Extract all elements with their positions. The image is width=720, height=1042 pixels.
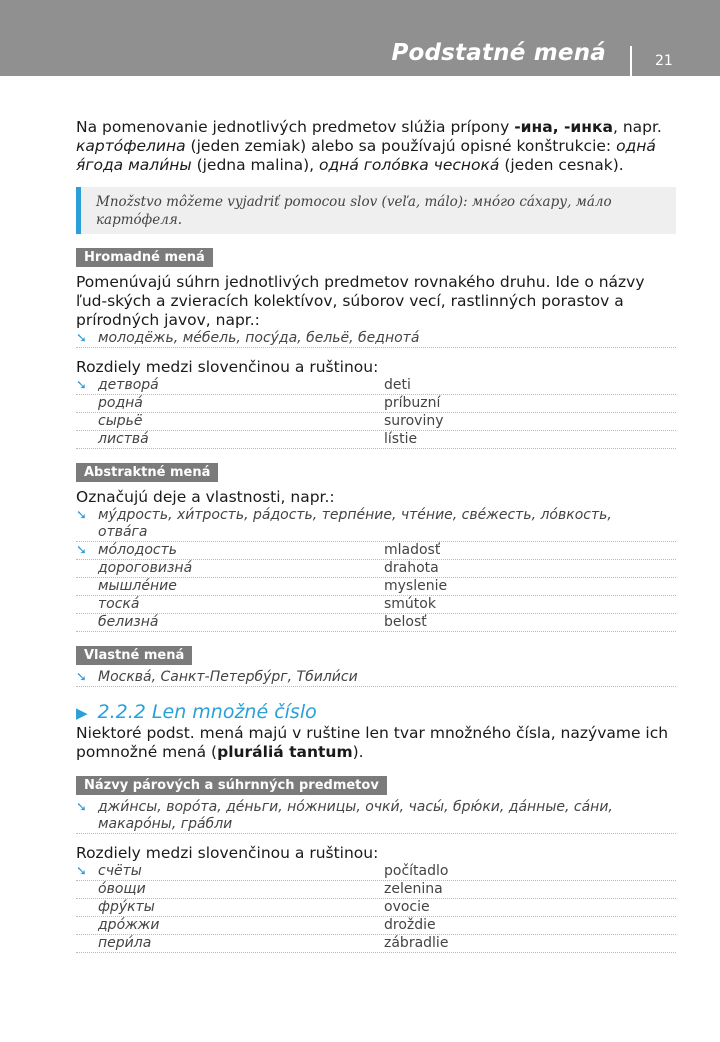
- plural-diff-heading: Rozdiely medzi slovenčinou a ruštinou:: [76, 844, 379, 862]
- sk-word: lístie: [384, 431, 418, 447]
- header-divider: [630, 46, 632, 76]
- table-row: [76, 863, 676, 881]
- sk-word: príbuzní: [384, 395, 441, 411]
- page-number: 21: [655, 53, 673, 69]
- page-content: [76, 118, 676, 953]
- table-row: [76, 560, 676, 578]
- arrow-down-right-icon: ➘: [76, 331, 87, 346]
- ru-word: детворá: [98, 377, 159, 393]
- abstraktne-description: Označujú deje a vlastnosti, napr.:: [76, 488, 335, 506]
- table-row: [76, 899, 676, 917]
- table-row: [76, 614, 676, 632]
- section-label-hromadne: Hromadné mená: [76, 248, 213, 267]
- table-row: [76, 935, 676, 953]
- arrow-down-right-icon: ➘: [76, 543, 87, 558]
- ru-word: белизнá: [98, 614, 159, 630]
- sk-word: počítadlo: [384, 863, 449, 879]
- intro-paragraph: [76, 118, 676, 175]
- arrow-down-right-icon: ➘: [76, 864, 87, 879]
- ru-word: роднá: [98, 395, 143, 411]
- section-label-abstraktne: Abstraktné mená: [76, 463, 218, 482]
- ru-word: дрóжжи: [98, 917, 160, 933]
- hromadne-diff-heading: Rozdiely medzi slovenčinou a ruštinou:: [76, 358, 379, 376]
- intro-example-1: картóфелина: [76, 137, 186, 155]
- intro-text-1: Na pomenovanie jednotlivých predmetov slúžia prípony: [76, 118, 515, 136]
- intro-example-2: однá я́года мали́ны: [76, 137, 656, 174]
- page-header: [0, 0, 720, 76]
- plural-examples-row: [76, 799, 676, 834]
- arrow-down-right-icon: ➘: [76, 800, 87, 815]
- sk-word: smútok: [384, 596, 436, 612]
- abstraktne-examples-row: [76, 507, 676, 542]
- ru-word: дороговизнá: [98, 560, 193, 576]
- triangle-right-icon: ▶: [76, 704, 88, 722]
- sk-word: belosť: [384, 614, 427, 630]
- intro-text-4: (jedna malina),: [191, 156, 319, 174]
- sk-word: zelenina: [384, 881, 443, 897]
- ru-word: счёты: [98, 863, 142, 879]
- ru-word: сырьё: [98, 413, 143, 429]
- chapter-title: Podstatné mená: [391, 40, 606, 66]
- sk-word: myslenie: [384, 578, 448, 594]
- table-row: [76, 431, 676, 449]
- abstraktne-examples: мýдрость, хи́трость, рáдость, терпéние, чтéние, свéжесть, лóвкость, отвáга: [98, 507, 612, 540]
- subsection-heading: [76, 701, 676, 724]
- sk-word: drahota: [384, 560, 439, 576]
- intro-suffixes: -ина, -инка: [514, 118, 613, 136]
- ru-word: мóлодость: [98, 542, 177, 558]
- sk-word: suroviny: [384, 413, 444, 429]
- ru-word: тоскá: [98, 596, 140, 612]
- plural-term: pluráliá tantum: [217, 743, 353, 761]
- arrow-down-right-icon: ➘: [76, 378, 87, 393]
- ru-word: мышлéние: [98, 578, 177, 594]
- intro-example-3: однá голóвка чеснокá: [318, 156, 500, 174]
- ru-word: фрýкты: [98, 899, 155, 915]
- ru-word: листвá: [98, 431, 149, 447]
- arrow-down-right-icon: ➘: [76, 670, 87, 685]
- ru-word: óвощи: [98, 881, 146, 897]
- subsection-title: 2.2.2 Len množné číslo: [97, 701, 317, 723]
- table-row: [76, 578, 676, 596]
- sk-word: droždie: [384, 917, 436, 933]
- arrow-down-right-icon: ➘: [76, 508, 87, 523]
- plural-paragraph: [76, 724, 676, 762]
- sk-word: mladosť: [384, 542, 441, 558]
- section-label-vlastne: Vlastné mená: [76, 646, 192, 665]
- hromadne-examples: молодёжь, мéбель, посýда, бельё, беднотá: [98, 330, 420, 346]
- vlastne-examples-row: [76, 669, 676, 687]
- sk-word: zábradlie: [384, 935, 449, 951]
- plural-text-2: ).: [352, 743, 364, 761]
- hromadne-examples-row: [76, 330, 676, 348]
- table-row: [76, 542, 676, 560]
- sk-word: ovocie: [384, 899, 430, 915]
- plural-text-1: Niektoré podst. mená majú v ruštine len tvar množného čísla, nazývame ich pomnožné mená (: [76, 724, 669, 761]
- table-row: [76, 881, 676, 899]
- intro-text-3: (jeden zemiak) alebo sa používajú opisné konštrukcie:: [185, 137, 617, 155]
- table-row: [76, 413, 676, 431]
- intro-text-2: , napr.: [612, 118, 662, 136]
- table-row: [76, 596, 676, 614]
- sk-word: deti: [384, 377, 411, 393]
- table-row: [76, 917, 676, 935]
- section-label-parove: Názvy párových a súhrnných predmetov: [76, 776, 387, 795]
- vlastne-examples: Москвá, Санкт-Петербýрг, Тбили́си: [98, 669, 358, 685]
- hromadne-description: Pomenúvajú súhrn jednotlivých predmetov rovnakého druhu. Ide o názvy ľud-ských a zvieracích kolektívov, súborov vecí, rastlinných porastov a prírodných javov, napr.:: [76, 273, 645, 329]
- note-box: Množstvo môžeme vyjadriť pomocou slov (veľa, málo): мнóго сáхару, мáло картóфеля.: [76, 187, 676, 234]
- plural-examples: джи́нсы, ворóта, дéньги, нóжницы, очки́, часы́, брю́ки, дáнные, сáни, макарóны, грáбли: [98, 799, 613, 832]
- table-row: [76, 377, 676, 395]
- ru-word: пери́ла: [98, 935, 152, 951]
- intro-text-5: (jeden cesnak).: [499, 156, 624, 174]
- table-row: [76, 395, 676, 413]
